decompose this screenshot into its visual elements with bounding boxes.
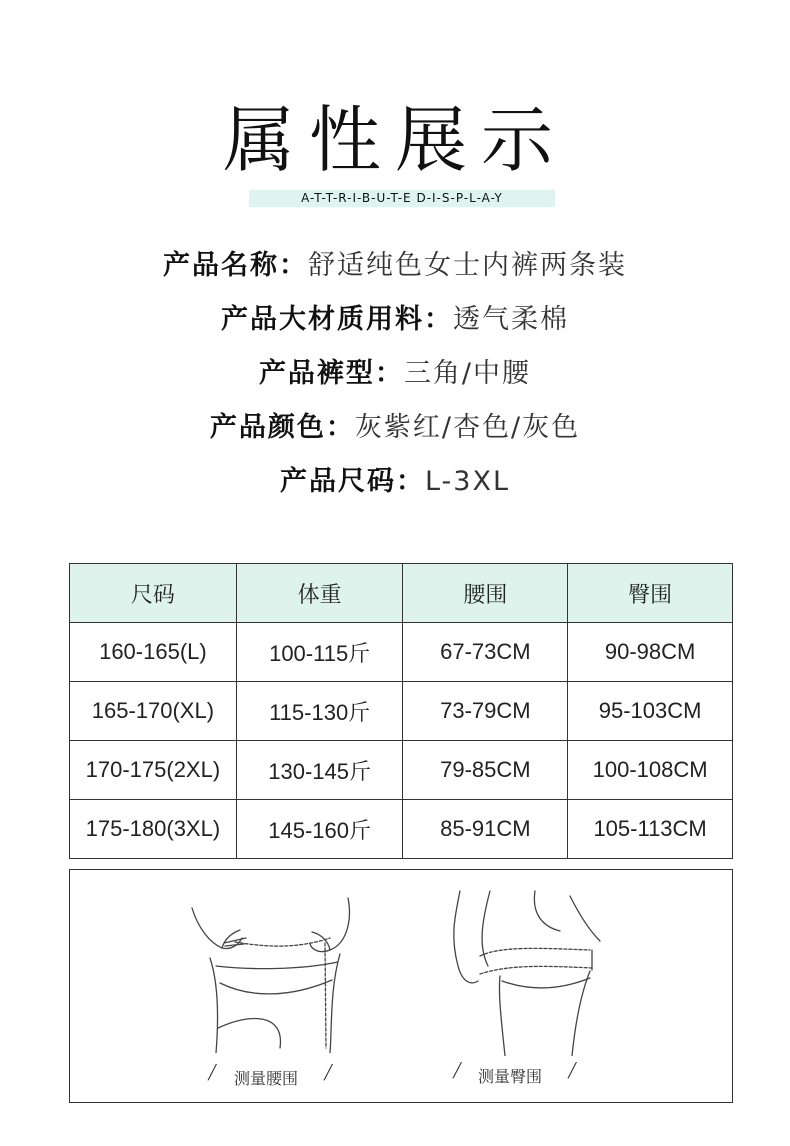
table-row: [70, 741, 733, 800]
page-title: 属性展示: [222, 98, 567, 182]
table-cell: 130-145斤: [236, 741, 403, 800]
table-cell: 160-165(L): [70, 623, 237, 682]
tick-mark-icon: ╱: [453, 1063, 462, 1079]
table-header-cell: 臀围: [568, 564, 733, 623]
table-header-row: [70, 564, 733, 623]
attr-value: L-3XL: [424, 466, 511, 497]
measure-guide: [69, 869, 733, 1103]
table-row: [70, 800, 733, 859]
attr-row-color: [0, 414, 790, 441]
attr-value: 灰紫红/杏色/灰色: [354, 412, 581, 443]
table-row: [70, 682, 733, 741]
attr-value: 舒适纯色女士内裤两条装: [308, 250, 627, 281]
table-cell: 95-103CM: [568, 682, 733, 741]
attr-key: 产品名称：: [163, 250, 308, 281]
table-cell: 100-108CM: [568, 741, 733, 800]
table-cell: 115-130斤: [236, 682, 403, 741]
table-cell: 105-113CM: [568, 800, 733, 859]
table-cell: 170-175(2XL): [70, 741, 237, 800]
attr-row-size: [0, 468, 790, 495]
attr-key: 产品尺码：: [279, 466, 425, 497]
table-cell: 79-85CM: [403, 741, 568, 800]
table-cell: 165-170(XL): [70, 682, 237, 741]
attr-row-style: [0, 360, 790, 387]
table-row: [70, 623, 733, 682]
table-cell: 73-79CM: [403, 682, 568, 741]
table-header-cell: 腰围: [403, 564, 568, 623]
attr-key: 产品颜色：: [209, 412, 355, 443]
table-cell: 90-98CM: [568, 623, 733, 682]
page-subtitle: A-T-T-R-I-B-U-T-E D-I-S-P-L-A-Y: [249, 190, 555, 207]
hip-measure-illustration: [440, 886, 650, 1056]
attr-value: 三角/中腰: [403, 358, 532, 389]
attr-row-name: [0, 252, 790, 279]
attr-key: 产品裤型：: [258, 358, 404, 389]
size-table: [69, 563, 733, 859]
table-cell: 85-91CM: [403, 800, 568, 859]
table-cell: 100-115斤: [236, 623, 403, 682]
attr-key: 产品大材质用料：: [221, 304, 453, 335]
table-cell: 145-160斤: [236, 800, 403, 859]
tick-mark-icon: ╱: [568, 1063, 577, 1079]
table-cell: 175-180(3XL): [70, 800, 237, 859]
attr-row-material: [0, 306, 790, 333]
hip-caption: 测量臀围: [478, 1067, 543, 1086]
table-header-cell: 尺码: [70, 564, 237, 623]
tick-mark-icon: ╱: [208, 1065, 217, 1081]
waist-measure-illustration: [180, 888, 380, 1053]
tick-mark-icon: ╱: [324, 1065, 333, 1081]
attr-value: 透气柔棉: [453, 304, 569, 335]
waist-caption: 测量腰围: [234, 1069, 299, 1088]
table-cell: 67-73CM: [403, 623, 568, 682]
table-header-cell: 体重: [236, 564, 403, 623]
